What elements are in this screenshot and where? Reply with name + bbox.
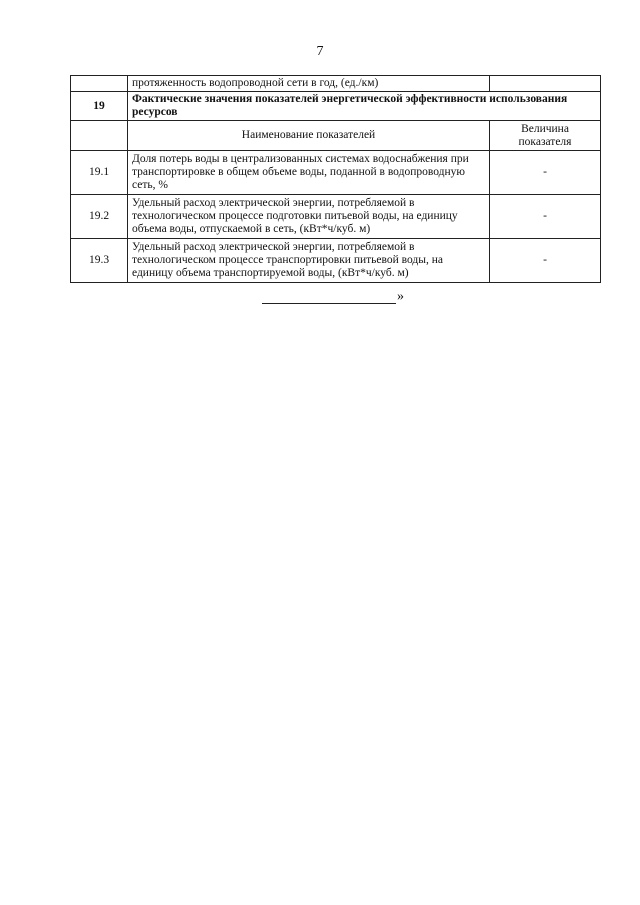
header-number-cell	[71, 121, 128, 151]
continuation-row	[71, 76, 601, 92]
table-row	[71, 195, 601, 239]
row-name: Удельный расход электрической энергии, потребляемой в технологическом процессе подготовки питьевой воды, на единицу объема воды, отпускаемой в сеть, (кВт*ч/куб. м)	[128, 195, 490, 239]
row-number: 19.3	[71, 239, 128, 283]
row-value: -	[490, 239, 601, 283]
section-title: Фактические значения показателей энергетической эффективности использования ресурсов	[128, 92, 601, 121]
row-value: -	[490, 151, 601, 195]
section-number: 19	[71, 92, 128, 121]
row-name: Удельный расход электрической энергии, потребляемой в технологическом процессе транспортировки питьевой воды, на единицу объема транспортируемой воды, (кВт*ч/куб. м)	[128, 239, 490, 283]
row-value: -	[490, 195, 601, 239]
section-row	[71, 92, 601, 121]
continuation-text: протяженность водопроводной сети в год, (ед./км)	[128, 76, 490, 92]
row-name: Доля потерь воды в централизованных системах водоснабжения при транспортировке в общем объеме воды, поданной в водопроводную сеть, %	[128, 151, 490, 195]
continuation-number-cell	[71, 76, 128, 92]
header-name-label: Наименование показателей	[128, 121, 490, 151]
continuation-value	[490, 76, 601, 92]
header-row	[71, 121, 601, 151]
row-number: 19.1	[71, 151, 128, 195]
row-number: 19.2	[71, 195, 128, 239]
page-number: 7	[316, 44, 324, 59]
table-row	[71, 151, 601, 195]
table-row	[71, 239, 601, 283]
header-value-label: Величина показателя	[490, 121, 601, 151]
closing-quote: »	[397, 289, 404, 304]
signature-line	[262, 291, 396, 304]
indicators-table	[70, 75, 601, 283]
